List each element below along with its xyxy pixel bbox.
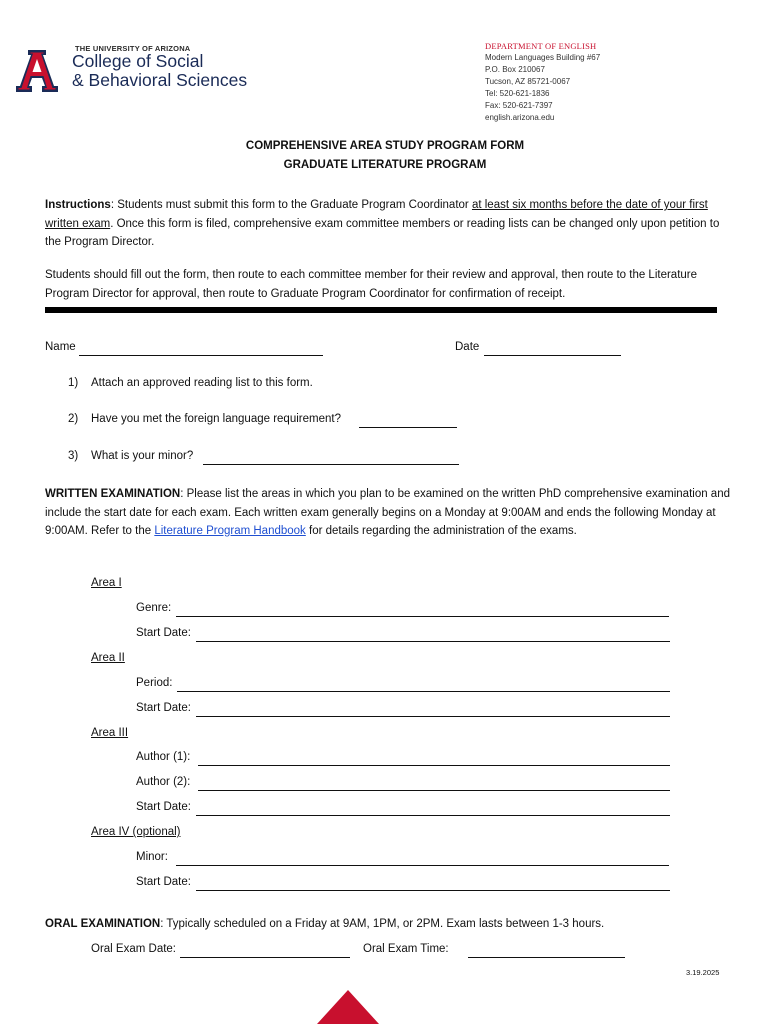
footer-triangle-icon [317, 990, 379, 1024]
university-name: THE UNIVERSITY OF ARIZONA [75, 44, 191, 53]
department-name: DEPARTMENT OF ENGLISH [485, 41, 597, 51]
area-4-start-date-field[interactable] [196, 877, 670, 891]
oral-exam-date-label: Oral Exam Date: [91, 943, 176, 955]
name-label: Name [45, 341, 76, 353]
step-language-requirement: Have you met the foreign language requirement? [91, 413, 341, 425]
minor-field[interactable] [203, 451, 459, 465]
routing-paragraph: Students should fill out the form, then route to each committee member for their review and approval, then route to the Literature Program Director for approval, then route to Graduate Program Coordinator for confirmation of receipt. [45, 269, 698, 300]
step-number: 1) [68, 377, 79, 389]
oral-exam-label: ORAL EXAMINATION [45, 918, 161, 930]
area-2-heading: Area II [91, 652, 125, 664]
university-a-logo-icon [14, 48, 60, 94]
date-label: Date [455, 341, 480, 353]
address-line: Modern Languages Building #67 [485, 53, 601, 62]
section-divider [45, 307, 717, 313]
oral-exam-time-label: Oral Exam Time: [363, 943, 449, 955]
date-field[interactable] [484, 342, 621, 356]
deadline-text: at least six months before the date of your first written exam [45, 199, 708, 230]
start-date-label: Start Date: [136, 627, 191, 639]
area-1-start-date-field[interactable] [196, 628, 670, 642]
step-minor: What is your minor? [91, 450, 194, 462]
name-field[interactable] [79, 342, 323, 356]
instructions-paragraph [45, 196, 730, 252]
period-field[interactable] [177, 678, 670, 692]
revision-date: 3.19.2025 [686, 968, 720, 977]
written-exam-text-continued: for details regarding the administration of the exams. [305, 525, 577, 537]
area-2-start-date-field[interactable] [196, 703, 670, 717]
step-number: 3) [68, 450, 79, 462]
address-line: P.O. Box 210067 [485, 65, 545, 74]
author-1-label: Author (1): [136, 751, 191, 763]
written-exam-paragraph [45, 485, 730, 541]
oral-exam-date-field[interactable] [180, 944, 350, 958]
area-3-start-date-field[interactable] [196, 802, 670, 816]
college-name-line2: & Behavioral Sciences [72, 70, 248, 90]
department-contact [485, 40, 600, 124]
oral-exam-time-field[interactable] [468, 944, 625, 958]
website-line: english.arizona.edu [485, 113, 555, 122]
area-1-heading: Area I [91, 577, 122, 589]
genre-label: Genre: [136, 602, 172, 614]
minor-label: Minor: [136, 851, 168, 863]
oral-exam-paragraph [45, 918, 604, 930]
start-date-label: Start Date: [136, 876, 191, 888]
language-requirement-field[interactable] [359, 414, 457, 428]
oral-exam-text: : Typically scheduled on a Friday at 9AM, 1PM, or 2PM. Exam lasts between 1-3 hours. [160, 918, 605, 930]
college-name [72, 52, 247, 90]
genre-field[interactable] [176, 603, 669, 617]
author-1-field[interactable] [198, 752, 670, 766]
form-subtitle: GRADUATE LITERATURE PROGRAM [283, 159, 487, 171]
area-4-heading: Area IV (optional) [91, 826, 181, 838]
instructions-text: : Students must submit this form to the Graduate Program Coordinator [110, 199, 472, 211]
handbook-link[interactable]: Literature Program Handbook [154, 525, 306, 537]
area-4-minor-field[interactable] [176, 852, 669, 866]
phone-line: Tel: 520-621-1836 [485, 89, 550, 98]
instructions-text-continued: . Once this form is filed, comprehensive exam committee members or reading lists can be changed only upon petition to the Program Director. [45, 217, 720, 248]
step-number: 2) [68, 413, 79, 425]
author-2-label: Author (2): [136, 776, 191, 788]
address-line: Tucson, AZ 85721-0067 [485, 77, 571, 86]
written-exam-label: WRITTEN EXAMINATION [45, 488, 181, 500]
instructions-label: Instructions [45, 199, 111, 211]
form-title: COMPREHENSIVE AREA STUDY PROGRAM FORM [245, 140, 525, 152]
period-label: Period: [136, 677, 173, 689]
step-attach-reading-list: Attach an approved reading list to this form. [91, 377, 313, 389]
author-2-field[interactable] [198, 777, 670, 791]
area-3-heading: Area III [91, 727, 129, 739]
start-date-label: Start Date: [136, 702, 191, 714]
written-exam-text: : Please list the areas in which you plan to be examined on the written PhD comprehensive examination and include the start date for each exam. Each written exam generally begins on a Monday at 9:00AM and ends the following Monday at 9:00AM. Refer to the [45, 488, 730, 537]
college-name-line1: College of Social [72, 51, 204, 71]
start-date-label: Start Date: [136, 801, 191, 813]
fax-line: Fax: 520-621-7397 [485, 101, 553, 110]
